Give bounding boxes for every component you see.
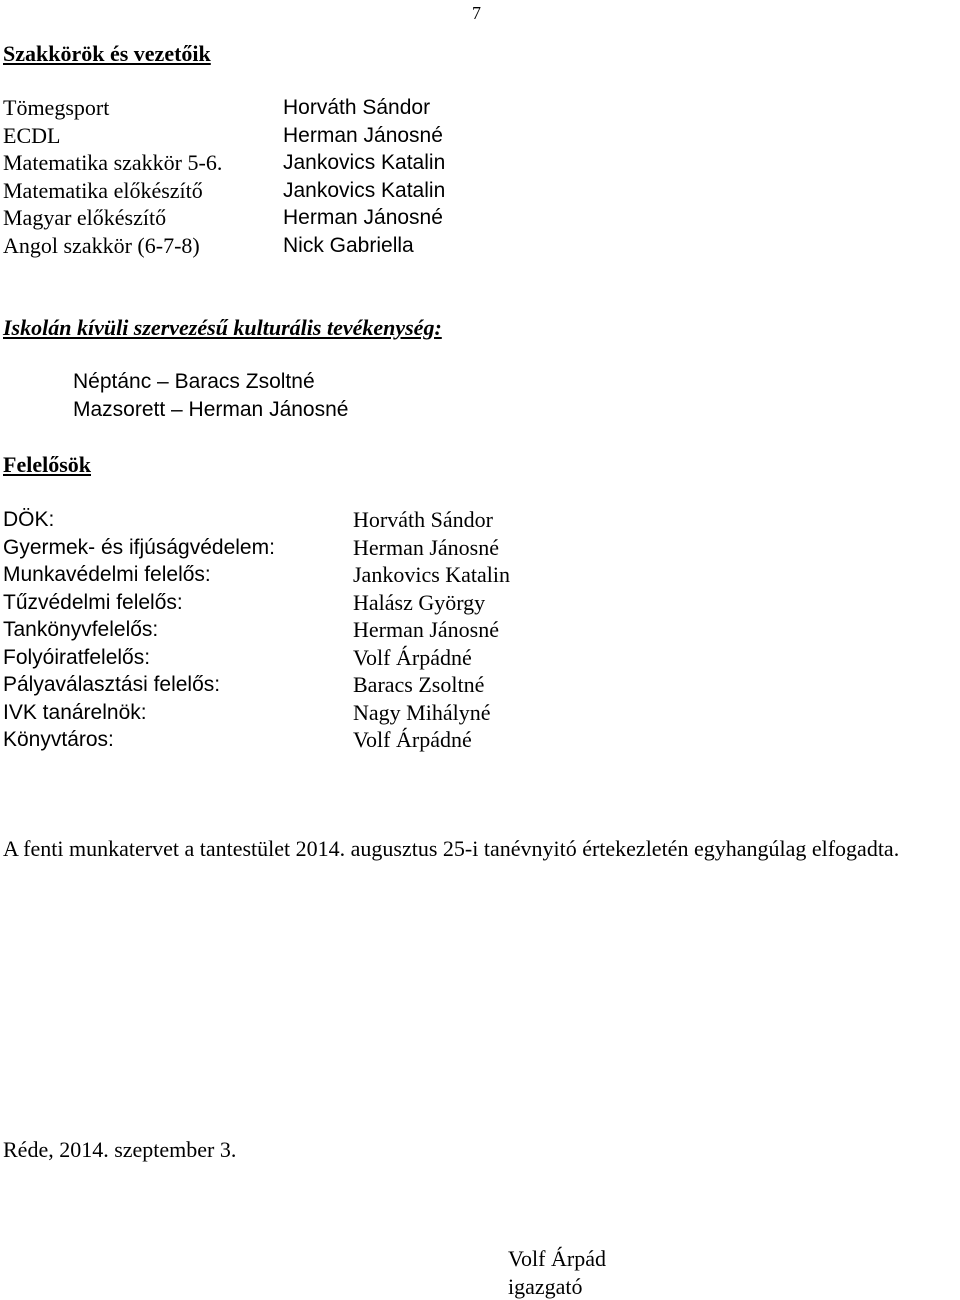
responsible-person: Jankovics Katalin [353, 561, 510, 589]
role-label: Tankönyvfelelős: [3, 616, 275, 644]
signatory-name: Volf Árpád [508, 1245, 606, 1273]
club-name: ECDL [3, 122, 222, 150]
responsible-person: Volf Árpádné [353, 644, 510, 672]
club-leader: Herman Jánosné [283, 122, 445, 150]
responsible-person: Volf Árpádné [353, 726, 510, 754]
cultural-heading: Iskolán kívüli szervezésű kulturális tevékenység: [3, 314, 442, 342]
role-label: Tűzvédelmi felelős: [3, 589, 275, 617]
persons-column [353, 506, 510, 754]
responsible-person: Herman Jánosné [353, 616, 510, 644]
roles-column [3, 506, 275, 754]
club-leader: Horváth Sándor [283, 94, 445, 122]
club-name: Magyar előkészítő [3, 204, 222, 232]
role-label: Munkavédelmi felelős: [3, 561, 275, 589]
club-names-column [3, 94, 222, 259]
role-label: Folyóiratfelelős: [3, 644, 275, 672]
cultural-item: Mazsorett – Herman Jánosné [73, 396, 348, 424]
role-label: Könyvtáros: [3, 726, 275, 754]
club-leader: Jankovics Katalin [283, 149, 445, 177]
role-label: DÖK: [3, 506, 275, 534]
club-leader: Nick Gabriella [283, 232, 445, 260]
club-name: Angol szakkör (6-7-8) [3, 232, 222, 260]
role-label: IVK tanárelnök: [3, 699, 275, 727]
club-name: Matematika szakkör 5-6. [3, 149, 222, 177]
club-leader: Herman Jánosné [283, 204, 445, 232]
closing-paragraph: A fenti munkatervet a tantestület 2014. augusztus 25-i tanévnyitó értekezletén egyhangúlag elfogadta. [3, 835, 957, 863]
role-label: Gyermek- és ifjúságvédelem: [3, 534, 275, 562]
page-number: 7 [472, 0, 481, 28]
club-leaders-column [283, 94, 445, 259]
cultural-list [73, 368, 348, 423]
responsibles-heading: Felelősök [3, 451, 91, 479]
club-name: Matematika előkészítő [3, 177, 222, 205]
responsible-person: Nagy Mihályné [353, 699, 510, 727]
signatory-title: igazgató [508, 1273, 606, 1300]
responsible-person: Baracs Zsoltné [353, 671, 510, 699]
responsible-person: Herman Jánosné [353, 534, 510, 562]
club-name: Tömegsport [3, 94, 222, 122]
role-label: Pályaválasztási felelős: [3, 671, 275, 699]
club-leader: Jankovics Katalin [283, 177, 445, 205]
responsible-person: Halász György [353, 589, 510, 617]
place-date: Réde, 2014. szeptember 3. [3, 1136, 236, 1164]
responsible-person: Horváth Sándor [353, 506, 510, 534]
cultural-item: Néptánc – Baracs Zsoltné [73, 368, 348, 396]
clubs-heading: Szakkörök és vezetőik [3, 40, 211, 68]
signature-block [508, 1245, 606, 1300]
